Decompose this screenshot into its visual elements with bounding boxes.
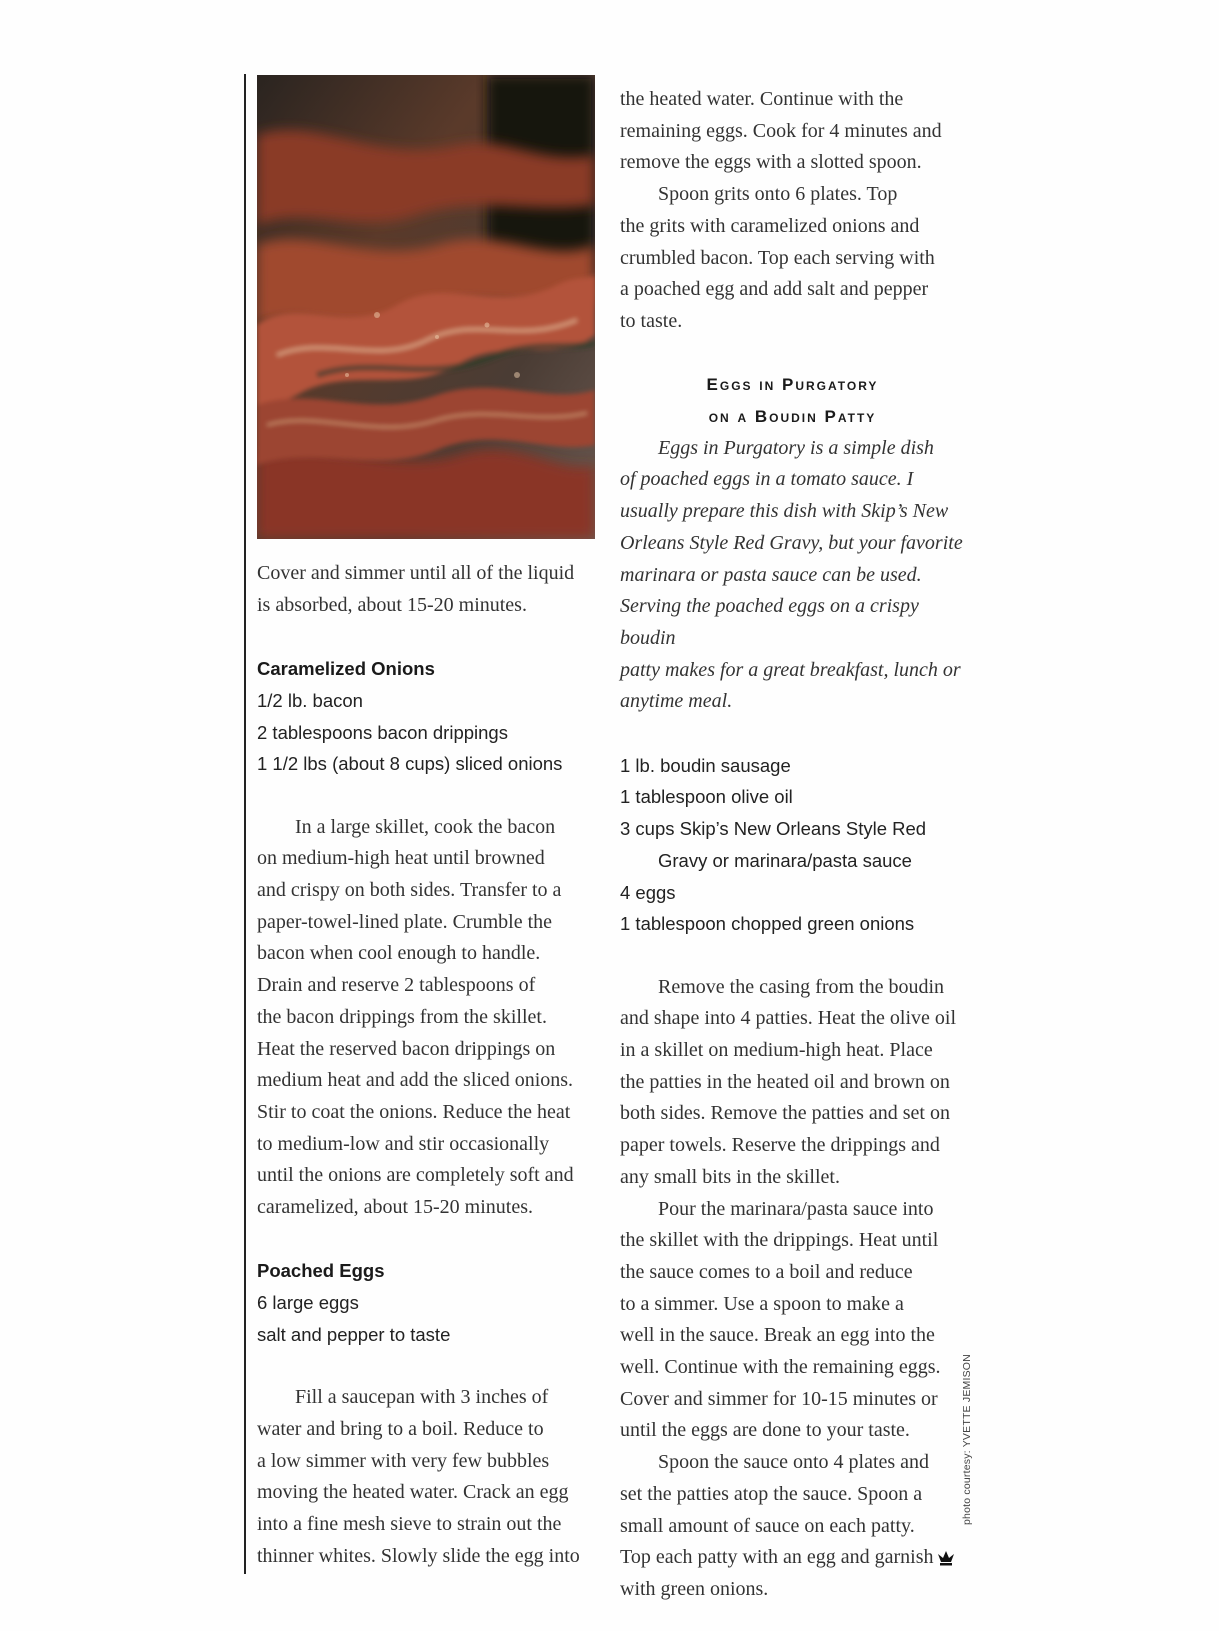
body-line: a poached egg and add salt and pepper <box>620 278 929 301</box>
body-line: until the onions are completely soft and <box>257 1164 574 1187</box>
body-line: Stir to coat the onions. Reduce the heat <box>257 1100 571 1123</box>
ingredient-item: Gravy or marinara/pasta sauce <box>658 849 912 871</box>
body-line: Remove the casing from the boudin <box>658 975 945 998</box>
column-rule <box>244 74 246 1574</box>
body-line: water and bring to a boil. Reduce to <box>257 1417 544 1440</box>
body-line: small amount of sauce on each patty. <box>620 1514 915 1537</box>
left-column <box>257 558 602 1572</box>
body-line: Top each patty with an egg and garnish <box>620 1546 934 1569</box>
body-line: and crispy on both sides. Transfer to a <box>257 879 562 901</box>
body-line: until the eggs are done to your taste. <box>620 1419 910 1442</box>
ingredient-item: 1/2 lb. bacon <box>257 689 363 711</box>
body-line: to a simmer. Use a spoon to make a <box>620 1292 904 1315</box>
ingredient-item: 1 tablespoon olive oil <box>620 786 793 808</box>
body-line: and shape into 4 patties. Heat the olive oil <box>620 1007 957 1030</box>
body-line: on medium-high heat until browned <box>257 847 545 870</box>
body-line: in a skillet on medium-high heat. Place <box>620 1039 933 1062</box>
section-heading-poached-eggs: Poached Eggs <box>257 1260 385 1282</box>
intro-line: Orleans Style Red Gravy, but your favorite <box>620 531 963 554</box>
recipe-title-line-2: on a Boudin Patty <box>708 407 877 427</box>
body-line: well. Continue with the remaining eggs. <box>620 1356 941 1379</box>
body-line: set the patties atop the sauce. Spoon a <box>620 1482 923 1505</box>
body-line: the skillet with the drippings. Heat until <box>620 1229 939 1252</box>
intro-line: usually prepare this dish with Skip’s New <box>620 500 949 523</box>
body-line: moving the heated water. Crack an egg <box>257 1481 569 1504</box>
body-line: well in the sauce. Break an egg into the <box>620 1324 935 1347</box>
body-line: a low simmer with very few bubbles <box>257 1449 550 1472</box>
body-line: is absorbed, about 15-20 minutes. <box>257 593 527 616</box>
section-heading-caramelized-onions: Caramelized Onions <box>257 658 435 680</box>
body-line: the bacon drippings from the skillet. <box>257 1005 547 1028</box>
right-column <box>620 84 965 1606</box>
intro-line: anytime meal. <box>620 690 733 713</box>
body-line: remaining eggs. Cook for 4 minutes and <box>620 119 942 142</box>
body-line: the heated water. Continue with the <box>620 88 904 110</box>
photo-credit: photo courtesy: YVETTE JEMISON <box>961 1354 973 1525</box>
recipe-title-line-1: Eggs in Purgatory <box>706 375 879 395</box>
body-line: Fill a saucepan with 3 inches of <box>295 1386 549 1409</box>
body-line: paper-towel-lined plate. Crumble the <box>257 910 553 933</box>
intro-line: Eggs in Purgatory is a simple dish <box>658 436 934 459</box>
body-line: with green onions. <box>620 1578 769 1600</box>
ingredient-item: 3 cups Skip’s New Orleans Style Red <box>620 818 927 840</box>
ingredient-item: 1 lb. boudin sausage <box>620 754 791 776</box>
ingredient-item: 6 large eggs <box>257 1292 359 1314</box>
intro-line: of poached eggs in a tomato sauce. I <box>620 468 914 491</box>
intro-line: Serving the poached eggs on a crispy boudin <box>620 595 919 649</box>
body-line: remove the eggs with a slotted spoon. <box>620 151 922 174</box>
body-line: bacon when cool enough to handle. <box>257 942 541 965</box>
body-line: to taste. <box>620 309 683 332</box>
body-line: to medium-low and stir occasionally <box>257 1132 550 1155</box>
body-line: Cover and simmer until all of the liquid <box>257 562 575 584</box>
ingredient-item: 1 1/2 lbs (about 8 cups) sliced onions <box>257 753 563 775</box>
body-line: Cover and simmer for 10-15 minutes or <box>620 1387 938 1410</box>
body-line: Heat the reserved bacon drippings on <box>257 1037 556 1060</box>
body-line: Pour the marinara/pasta sauce into <box>658 1197 934 1220</box>
body-line: medium heat and add the sliced onions. <box>257 1069 574 1092</box>
body-line: the grits with caramelized onions and <box>620 214 920 237</box>
body-line: Drain and reserve 2 tablespoons of <box>257 974 536 997</box>
ingredient-item: 1 tablespoon chopped green onions <box>620 913 915 935</box>
bacon-photo-illustration <box>257 75 595 539</box>
crown-end-mark-icon <box>936 1548 956 1568</box>
body-line: caramelized, about 15-20 minutes. <box>257 1196 534 1219</box>
body-line: Spoon the sauce onto 4 plates and <box>658 1451 930 1474</box>
body-line: Spoon grits onto 6 plates. Top <box>658 183 898 206</box>
body-line: In a large skillet, cook the bacon <box>295 815 556 838</box>
body-line: crumbled bacon. Top each serving with <box>620 246 935 269</box>
ingredient-item: 4 eggs <box>620 881 676 903</box>
ingredient-item: salt and pepper to taste <box>257 1323 451 1345</box>
bacon-photo <box>257 75 595 539</box>
intro-line: patty makes for a great breakfast, lunch or <box>620 658 961 681</box>
intro-line: marinara or pasta sauce can be used. <box>620 563 922 586</box>
body-line: the patties in the heated oil and brown on <box>620 1070 950 1093</box>
body-line: paper towels. Reserve the drippings and <box>620 1134 940 1157</box>
ingredient-item: 2 tablespoons bacon drippings <box>257 721 508 743</box>
body-line: thinner whites. Slowly slide the egg into <box>257 1544 580 1567</box>
body-line: the sauce comes to a boil and reduce <box>620 1260 913 1283</box>
body-line: into a fine mesh sieve to strain out the <box>257 1513 562 1536</box>
body-line: any small bits in the skillet. <box>620 1165 840 1188</box>
body-line: both sides. Remove the patties and set on <box>620 1102 950 1125</box>
